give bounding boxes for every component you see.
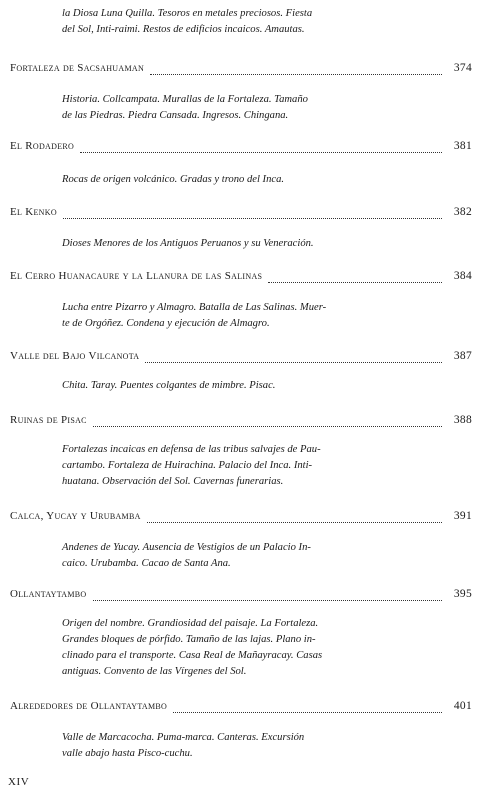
desc-line: de las Piedras. Piedra Cansada. Ingresos. Chingana. [62,110,289,121]
entry-title: Fortaleza de Sacsahuaman [10,62,145,74]
entry-description [62,540,468,572]
desc-line: te de Orgóñez. Condena y ejecución de Almagro. [62,318,270,329]
desc-line: Chita. Taray. Puentes colgantes de mimbre. Pisac. [62,380,276,391]
page-number: 381 [453,140,472,152]
entry-title: Calca, Yucay y Urubamba [10,510,141,522]
entry-title: Ruinas de Pisac [10,414,87,426]
desc-line: caico. Urubamba. Cacao de Santa Ana. [62,558,231,569]
desc-line: Rocas de origen volcánico. Gradas y trono del Inca. [62,174,285,185]
dot-leader [268,281,442,283]
dot-leader [93,425,442,427]
toc-entry-pisac[interactable] [10,414,472,430]
dot-leader [173,711,442,713]
toc-entry-ollantaytambo[interactable] [10,588,472,604]
desc-line: Andenes de Yucay. Ausencia de Vestigios de un Palacio In- [62,542,311,553]
toc-entry-huanacaure[interactable] [10,270,472,286]
desc-line: Dioses Menores de los Antiguos Peruanos y su Veneración. [62,238,314,249]
toc-entry-vilcanota[interactable] [10,350,472,366]
desc-line: Fortalezas incaicas en defensa de las tribus salvajes de Pau- [62,444,321,455]
desc-line: antiguas. Convento de las Vírgenes del Sol. [62,666,247,677]
page-number: 374 [453,62,472,74]
entry-description [62,378,468,394]
entry-title: Valle del Bajo Vilcanota [10,350,140,362]
page-number: 401 [453,700,472,712]
entry-title: El Cerro Huanacaure y la Llanura de las Salinas [10,270,263,282]
desc-line: Lucha entre Pizarro y Almagro. Batalla de Las Salinas. Muer- [62,302,327,313]
page-number: 384 [453,270,472,282]
page-number: 382 [453,206,472,218]
entry-description [62,300,468,332]
dot-leader [147,521,442,523]
dot-leader [63,217,442,219]
desc-line: cartambo. Fortaleza de Huirachina. Palacio del Inca. Inti- [62,460,313,471]
entry-title: Alrededores de Ollantaytambo [10,700,168,712]
entry-description [62,730,468,762]
dot-leader [145,361,442,363]
page-number: 395 [453,588,472,600]
desc-line: la Diosa Luna Quilla. Tesoros en metales preciosos. Fiesta [62,8,313,19]
page-folio: XIV [8,776,30,788]
intro-description [62,6,468,38]
toc-entry-calca[interactable] [10,510,472,526]
page-number: 387 [453,350,472,362]
dot-leader [150,73,442,75]
toc-entry-rodadero[interactable] [10,140,472,156]
entry-title: El Kenko [10,206,57,218]
toc-entry-alrededores[interactable] [10,700,472,716]
entry-title: El Rodadero [10,140,75,152]
desc-line: del Sol, Inti-raimi. Restos de edificios incaicos. Amautas. [62,24,305,35]
desc-line: Grandes bloques de pórfido. Tamaño de las lajas. Plano in- [62,634,316,645]
entry-description [62,92,468,124]
entry-title: Ollantaytambo [10,588,87,600]
entry-description [62,172,468,188]
dot-leader [93,599,443,601]
page-number: 391 [453,510,472,522]
entry-description [62,616,468,680]
entry-description [62,442,468,490]
desc-line: huatana. Observación del Sol. Cavernas funerarias. [62,476,284,487]
desc-line: valle abajo hasta Pisco-cuchu. [62,748,193,759]
desc-line: Origen del nombre. Grandiosidad del paisaje. La Fortaleza. [62,618,319,629]
toc-entry-kenko[interactable] [10,206,472,222]
page-number: 388 [453,414,472,426]
desc-line: Valle de Marcacocha. Puma-marca. Canteras. Excursión [62,732,305,743]
desc-line: Historia. Collcampata. Murallas de la Fortaleza. Tamaño [62,94,308,105]
dot-leader [80,151,442,153]
entry-description [62,236,468,252]
desc-line: clinado para el transporte. Casa Real de Mañayracay. Casas [62,650,323,661]
toc-entry-sacsahuaman[interactable] [10,62,472,78]
